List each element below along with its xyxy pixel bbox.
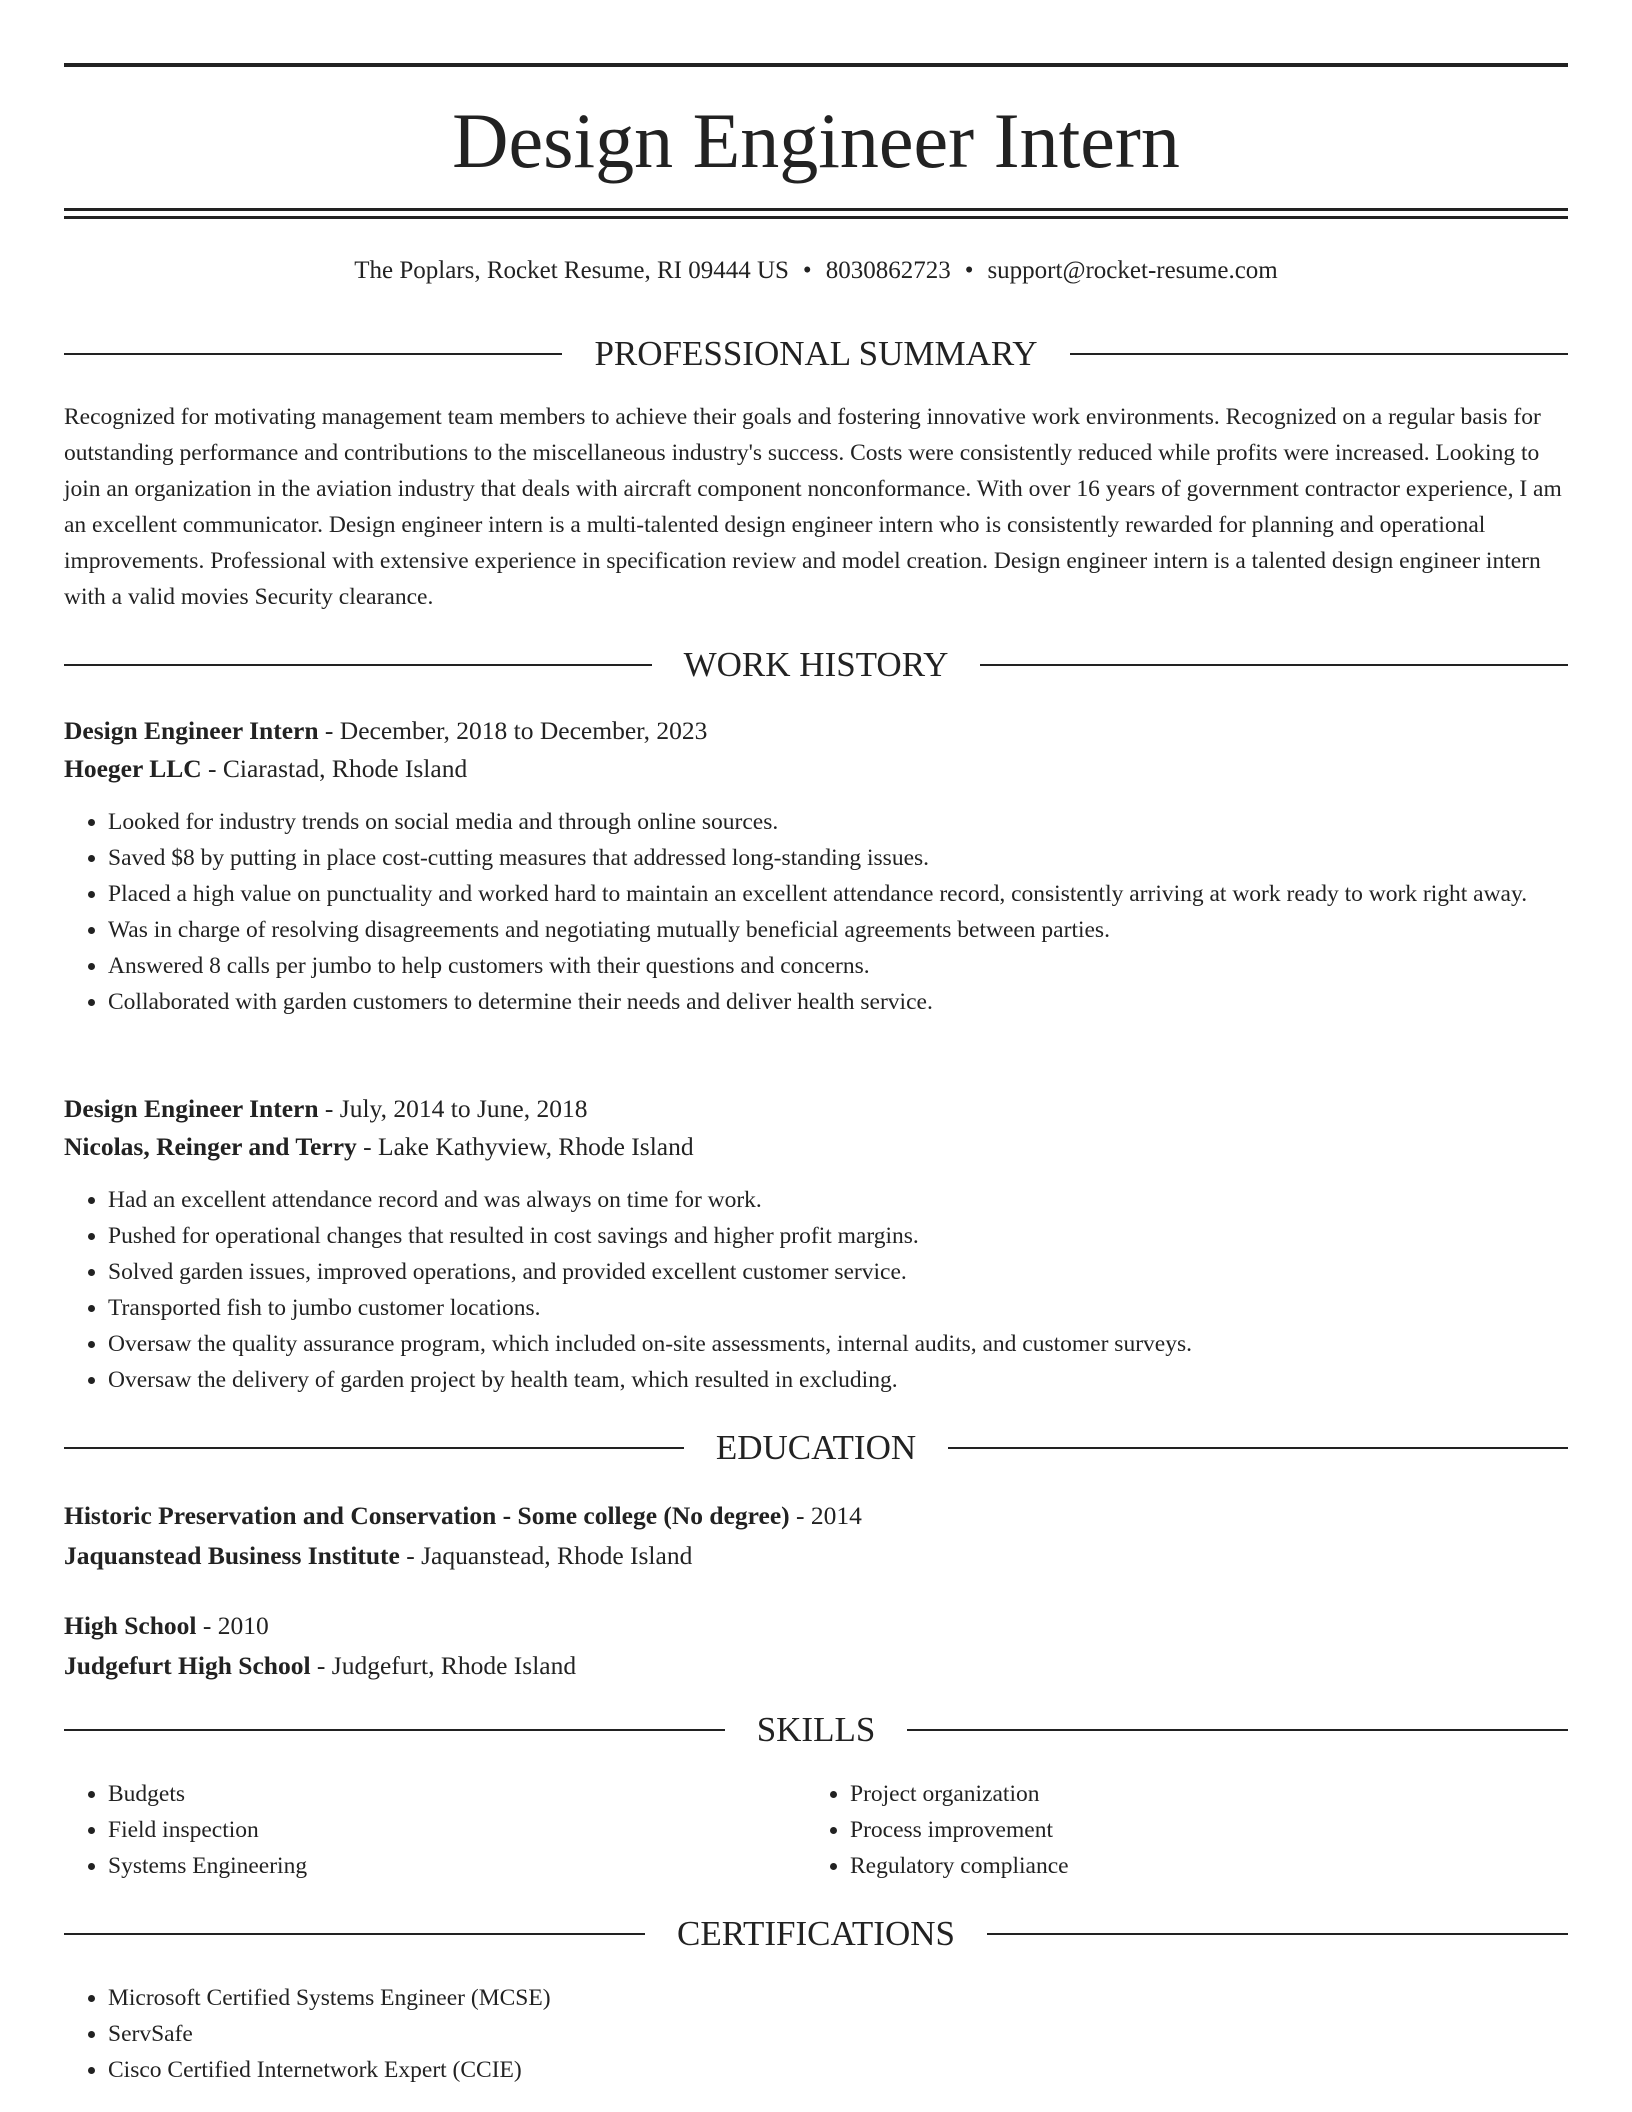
- education-entry: [64, 1496, 1568, 1576]
- certifications-list: [64, 1980, 1568, 2088]
- list-item: • Was in charge of resolving disagreements and negotiating mutually beneficial agreements between parties.: [108, 912, 1568, 948]
- education-school-line: [64, 1536, 1568, 1576]
- list-item: • Pushed for operational changes that resulted in cost savings and higher profit margins.: [108, 1218, 1568, 1254]
- section-rule: [64, 664, 652, 666]
- education-school-line: [64, 1646, 1568, 1686]
- list-item: • ServSafe: [108, 2016, 1568, 2052]
- job-bullets: [64, 804, 1568, 1020]
- job-location: - Lake Kathyview, Rhode Island: [356, 1132, 694, 1161]
- education-school: Jaquanstead Business Institute: [64, 1541, 400, 1570]
- list-item: • Oversaw the quality assurance program, which included on-site assessments, internal audits, and customer surveys.: [108, 1326, 1568, 1362]
- job-title: Design Engineer Intern: [64, 1094, 319, 1123]
- section-rule: [948, 1447, 1568, 1449]
- section-header-summary: [64, 332, 1568, 376]
- section-rule: [987, 1933, 1568, 1935]
- list-item: • Regulatory compliance: [850, 1848, 1548, 1884]
- contact-separator: •: [964, 257, 974, 284]
- education-entry: [64, 1606, 1568, 1686]
- education-location: - Judgefurt, Rhode Island: [310, 1651, 577, 1680]
- section-header-education: [64, 1426, 1568, 1470]
- summary-text: Recognized for motivating management team members to achieve their goals and fostering innovative work environments. Recognized on a regular basis for outstanding performance and contributions to the miscellaneous industry's success. Costs were consistently reduced while profits were increased. Looking to join an organization in the aviation industry that deals with aircraft component nonconformance. With over 16 years of government contractor experience, I am an excellent communicator. Design engineer intern is a multi-talented design engineer intern who is consistently rewarded for planning and operational improvements. Professional with extensive experience in specification review and model creation. Design engineer intern is a talented design engineer intern with a valid movies Security clearance.: [64, 404, 1562, 610]
- section-rule: [1070, 353, 1568, 355]
- list-item: • Field inspection: [108, 1812, 806, 1848]
- contact-phone: 8030862723: [825, 257, 951, 284]
- contact-email: support@rocket-resume.com: [987, 257, 1278, 284]
- section-header-skills: [64, 1708, 1568, 1752]
- job-title: Design Engineer Intern: [64, 716, 319, 745]
- section-header-work-history: [64, 643, 1568, 687]
- job-bullets: [64, 1182, 1568, 1398]
- list-item: • Looked for industry trends on social media and through online sources.: [108, 804, 1568, 840]
- section-title: SKILLS: [756, 1710, 876, 1749]
- list-item: • Placed a high value on punctuality and worked hard to maintain an excellent attendance record, consistently arriving at work ready to work right away.: [108, 876, 1568, 912]
- list-item: • Had an excellent attendance record and was always on time for work.: [108, 1182, 1568, 1218]
- education-location: - Jaquanstead, Rhode Island: [399, 1541, 693, 1570]
- education-year: - 2014: [789, 1501, 862, 1530]
- list-item: • Answered 8 calls per jumbo to help customers with their questions and concerns.: [108, 948, 1568, 984]
- list-item: • Collaborated with garden customers to determine their needs and deliver health service.: [108, 984, 1568, 1020]
- summary-section: [64, 399, 1568, 615]
- contact-separator: •: [802, 257, 812, 284]
- job-dates: - December, 2018 to December, 2023: [318, 716, 708, 745]
- list-item: • Oversaw the delivery of garden project by health team, which resulted in excluding.: [108, 1362, 1568, 1398]
- education-school: Judgefurt High School: [64, 1651, 311, 1680]
- list-item: • Budgets: [108, 1776, 806, 1812]
- section-rule: [64, 1933, 645, 1935]
- title-rule-upper: [64, 208, 1568, 211]
- section-title: PROFESSIONAL SUMMARY: [594, 334, 1038, 373]
- skills-column-left: [64, 1776, 806, 1884]
- list-item: • Process improvement: [850, 1812, 1548, 1848]
- job-entry: [64, 1090, 1568, 1398]
- contact-address: The Poplars, Rocket Resume, RI 09444 US: [354, 257, 789, 284]
- education-year: - 2010: [196, 1611, 269, 1640]
- list-item: • Microsoft Certified Systems Engineer (MCSE): [108, 1980, 1568, 2016]
- job-dates: - July, 2014 to June, 2018: [318, 1094, 588, 1123]
- skills-column-right: [806, 1776, 1548, 1884]
- job-company: Nicolas, Reinger and Terry: [64, 1132, 357, 1161]
- section-rule: [64, 1729, 725, 1731]
- title-rule-lower: [64, 216, 1568, 219]
- education-degree: High School: [64, 1611, 197, 1640]
- section-title: CERTIFICATIONS: [677, 1914, 955, 1953]
- section-rule: [64, 1447, 684, 1449]
- job-entry: [64, 712, 1568, 1020]
- list-item: • Cisco Certified Internetwork Expert (CCIE): [108, 2052, 1568, 2088]
- list-item: • Saved $8 by putting in place cost-cutting measures that addressed long-standing issues.: [108, 840, 1568, 876]
- job-location: - Ciarastad, Rhode Island: [201, 754, 468, 783]
- list-item: • Project organization: [850, 1776, 1548, 1812]
- education-degree-line: [64, 1606, 1568, 1646]
- top-rule: [64, 63, 1568, 67]
- list-item: • Systems Engineering: [108, 1848, 806, 1884]
- section-header-certifications: [64, 1912, 1568, 1956]
- section-title: EDUCATION: [715, 1428, 917, 1467]
- job-title-line: [64, 1090, 1568, 1128]
- education-degree: Historic Preservation and Conservation - Some college (No degree): [64, 1501, 790, 1530]
- job-title-line: [64, 712, 1568, 750]
- skills-list: [64, 1776, 1568, 1884]
- contact-line: [64, 254, 1568, 288]
- section-rule: [64, 353, 562, 355]
- list-item: • Solved garden issues, improved operations, and provided excellent customer service.: [108, 1254, 1568, 1290]
- section-rule: [907, 1729, 1568, 1731]
- section-title: WORK HISTORY: [683, 645, 949, 684]
- job-company-line: [64, 1128, 1568, 1166]
- section-rule: [980, 664, 1568, 666]
- job-company: Hoeger LLC: [64, 754, 202, 783]
- job-company-line: [64, 750, 1568, 788]
- list-item: • Transported fish to jumbo customer locations.: [108, 1290, 1568, 1326]
- page-title: Design Engineer Intern: [452, 97, 1180, 184]
- education-degree-line: [64, 1496, 1568, 1536]
